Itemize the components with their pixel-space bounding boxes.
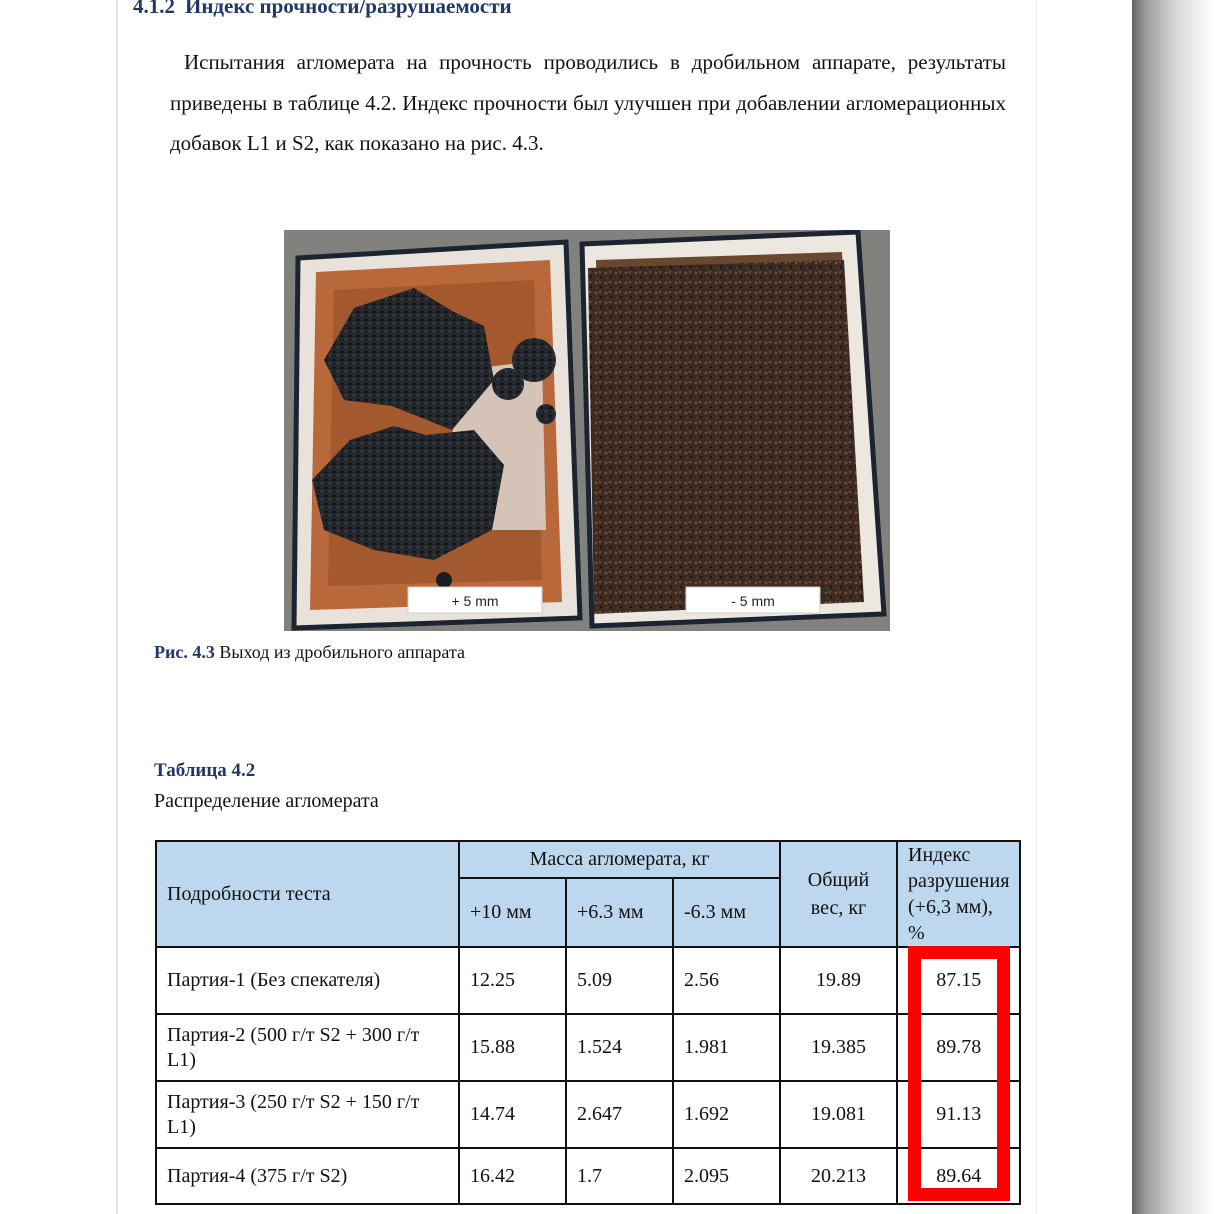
cell-plus63: 1.7 [566, 1148, 673, 1204]
cell-index: 89.64 [897, 1148, 1020, 1204]
agglomerate-piece [536, 404, 556, 424]
table-row [156, 1148, 1020, 1204]
crusher-output-photo [284, 230, 890, 631]
agglomerate-distribution-table [155, 840, 1021, 1205]
plus-5mm-label-box [408, 587, 542, 613]
table-row [156, 947, 1020, 1014]
page-edge-right [1036, 0, 1037, 1214]
cell-index: 87.15 [897, 947, 1020, 1014]
cell-plus63: 2.647 [566, 1081, 673, 1148]
right-tray [582, 232, 884, 626]
cell-minus63: 2.56 [673, 947, 780, 1014]
header-fracture-index: Индекс разрушения (+6,3 мм), % [897, 841, 1020, 947]
table-row [156, 1081, 1020, 1148]
minus-5mm-label-box [686, 587, 820, 613]
page-edge-left [116, 0, 118, 1214]
cell-plus10: 14.74 [459, 1081, 566, 1148]
cell-plus63: 5.09 [566, 947, 673, 1014]
cell-test: Партия-4 (375 г/т S2) [156, 1148, 459, 1204]
section-number: 4.1.2 [133, 0, 175, 18]
agglomerate-piece [436, 572, 452, 588]
cell-test: Партия-3 (250 г/т S2 + 150 г/т L1) [156, 1081, 459, 1148]
body-paragraph-text: Испытания агломерата на прочность проводились в дробильном аппарате, результаты приведены в таблице 4.2. Индекс прочности был улучшен при добавлении агломерационных добавок L1 и S2, как показано на рис. 4.3. [170, 50, 1006, 155]
cell-index: 91.13 [897, 1081, 1020, 1148]
cell-plus10: 15.88 [459, 1014, 566, 1081]
header-total-weight: Общий вес, кг [780, 841, 897, 947]
page-shadow [1130, 0, 1214, 1214]
header-plus10: +10 мм [459, 878, 566, 947]
plus-5mm-label: + 5 mm [451, 593, 499, 609]
cell-total: 19.89 [780, 947, 897, 1014]
body-paragraph [170, 42, 1006, 164]
cell-index: 89.78 [897, 1014, 1020, 1081]
figure-caption-label: Рис. 4.3 [154, 642, 215, 662]
agglomerate-piece [492, 368, 524, 400]
cell-test: Партия-1 (Без спекателя) [156, 947, 459, 1014]
minus-5mm-label: - 5 mm [731, 593, 775, 609]
cell-minus63: 1.981 [673, 1014, 780, 1081]
cell-total: 19.081 [780, 1081, 897, 1148]
cell-plus63: 1.524 [566, 1014, 673, 1081]
section-heading [133, 0, 512, 19]
cell-plus10: 12.25 [459, 947, 566, 1014]
header-mass-group: Масса агломерата, кг [459, 841, 780, 878]
header-minus63: -6.3 мм [673, 878, 780, 947]
figure-caption [154, 642, 465, 663]
cell-test: Партия-2 (500 г/т S2 + 300 г/т L1) [156, 1014, 459, 1081]
table-subtitle: Распределение агломерата [154, 790, 379, 812]
section-title: Индекс прочности/разрушаемости [185, 0, 512, 18]
figure-caption-text: Выход из дробильного аппарата [219, 642, 465, 662]
cell-total: 20.213 [780, 1148, 897, 1204]
table-title: Таблица 4.2 [154, 760, 256, 781]
table-row [156, 1014, 1020, 1081]
cell-minus63: 1.692 [673, 1081, 780, 1148]
cell-minus63: 2.095 [673, 1148, 780, 1204]
index-column-highlight [908, 946, 1010, 1201]
cell-plus10: 16.42 [459, 1148, 566, 1204]
header-test-details: Подробности теста [156, 841, 459, 947]
header-plus63: +6.3 мм [566, 878, 673, 947]
cell-total: 19.385 [780, 1014, 897, 1081]
